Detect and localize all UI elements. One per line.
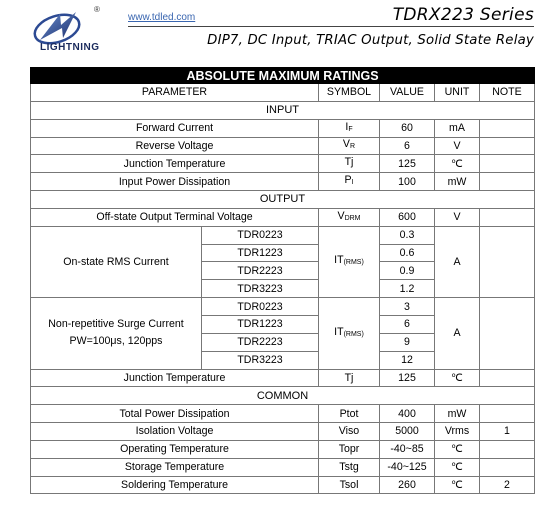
table-row	[31, 298, 535, 316]
table-row	[31, 476, 535, 494]
parameter-cell: Storage Temperature	[31, 458, 319, 476]
unit-cell: ℃	[435, 440, 480, 458]
website-link[interactable]: www.tdled.com	[128, 12, 196, 23]
value-cell: 1.2	[380, 280, 435, 298]
unit-cell: ℃	[435, 458, 480, 476]
value-cell: 0.3	[380, 226, 435, 244]
table-row	[31, 458, 535, 476]
table-row	[31, 369, 535, 387]
unit-cell: mW	[435, 173, 480, 191]
table-row	[31, 440, 535, 458]
table-row	[31, 173, 535, 191]
unit-cell: V	[435, 208, 480, 226]
value-cell: 60	[380, 119, 435, 137]
product-subtitle: DIP7, DC Input, TRIAC Output, Solid State Relay	[207, 33, 534, 48]
unit-cell: A	[435, 298, 480, 369]
symbol-cell: Tj	[319, 369, 380, 387]
section-row-input	[31, 101, 535, 119]
section-row-common	[31, 387, 535, 405]
note-cell	[480, 440, 535, 458]
table-row	[31, 405, 535, 423]
symbol-cell: Ptot	[319, 405, 380, 423]
value-cell: 260	[380, 476, 435, 494]
parameter-cell: Reverse Voltage	[31, 137, 319, 155]
value-cell: 5000	[380, 423, 435, 441]
note-cell	[480, 298, 535, 369]
column-header-unit: UNIT	[435, 84, 480, 102]
unit-cell: A	[435, 226, 480, 297]
unit-cell: ℃	[435, 476, 480, 494]
note-cell: 2	[480, 476, 535, 494]
parameter-cell: Total Power Dissipation	[31, 405, 319, 423]
value-cell: 600	[380, 208, 435, 226]
table-row	[31, 137, 535, 155]
registered-mark: ®	[94, 5, 100, 14]
note-cell	[480, 369, 535, 387]
value-cell: 125	[380, 369, 435, 387]
lightning-logo-icon	[30, 8, 100, 46]
parameter-cell: Isolation Voltage	[31, 423, 319, 441]
model-cell: TDR1223	[202, 315, 319, 333]
section-common: COMMON	[31, 387, 535, 405]
header-divider	[128, 26, 534, 27]
value-cell: 9	[380, 333, 435, 351]
unit-cell: mA	[435, 119, 480, 137]
model-cell: TDR3223	[202, 351, 319, 369]
absolute-maximum-ratings-table	[30, 67, 535, 494]
table-row	[31, 119, 535, 137]
note-cell	[480, 155, 535, 173]
symbol-cell: $IT_{(RMS)}$	[319, 298, 380, 369]
brand-name: LIGHTNING	[40, 42, 100, 53]
table-row	[31, 423, 535, 441]
parameter-cell: Junction Temperature	[31, 369, 319, 387]
unit-cell: ℃	[435, 369, 480, 387]
table-row	[31, 208, 535, 226]
model-cell: TDR0223	[202, 298, 319, 316]
symbol-cell: $I_F$	[319, 119, 380, 137]
note-cell	[480, 405, 535, 423]
value-cell: 0.9	[380, 262, 435, 280]
value-cell: 3	[380, 298, 435, 316]
table-row	[31, 226, 535, 244]
unit-cell: V	[435, 137, 480, 155]
note-cell	[480, 226, 535, 297]
section-row-output	[31, 191, 535, 209]
value-cell: 0.6	[380, 244, 435, 262]
symbol-cell: Topr	[319, 440, 380, 458]
table-title-row	[31, 68, 535, 84]
parameter-cell-rms-current: On-state RMS Current	[31, 226, 202, 297]
parameter-cell: Off-state Output Terminal Voltage	[31, 208, 319, 226]
section-output: OUTPUT	[31, 191, 535, 209]
section-input: INPUT	[31, 101, 535, 119]
model-cell: TDR1223	[202, 244, 319, 262]
parameter-cell: Soldering Temperature	[31, 476, 319, 494]
note-cell	[480, 173, 535, 191]
value-cell: -40~125	[380, 458, 435, 476]
model-cell: TDR2223	[202, 333, 319, 351]
value-cell: 400	[380, 405, 435, 423]
symbol-cell: Tsol	[319, 476, 380, 494]
parameter-cell-surge-current	[31, 298, 202, 369]
symbol-cell: $P_I$	[319, 173, 380, 191]
value-cell: 125	[380, 155, 435, 173]
symbol-cell: $V_{DRM}$	[319, 208, 380, 226]
model-cell: TDR3223	[202, 280, 319, 298]
parameter-cell: Forward Current	[31, 119, 319, 137]
brand-logo	[30, 5, 126, 58]
value-cell: -40~85	[380, 440, 435, 458]
symbol-cell: Tstg	[319, 458, 380, 476]
table-title: ABSOLUTE MAXIMUM RATINGS	[31, 68, 535, 84]
note-cell	[480, 208, 535, 226]
unit-cell: ℃	[435, 155, 480, 173]
value-cell: 12	[380, 351, 435, 369]
column-header-symbol: SYMBOL	[319, 84, 380, 102]
column-header-parameter: PARAMETER	[31, 84, 319, 102]
model-cell: TDR0223	[202, 226, 319, 244]
series-title: TDRX223 Series	[392, 5, 534, 25]
table-header-row	[31, 84, 535, 102]
symbol-cell: Viso	[319, 423, 380, 441]
parameter-cell: Operating Temperature	[31, 440, 319, 458]
value-cell: 6	[380, 137, 435, 155]
value-cell: 6	[380, 315, 435, 333]
table-row	[31, 155, 535, 173]
surge-current-label: Non-repetitive Surge Current	[48, 318, 184, 331]
column-header-note: NOTE	[480, 84, 535, 102]
surge-current-condition: PW=100μs, 120pps	[69, 335, 163, 348]
unit-cell: Vrms	[435, 423, 480, 441]
column-header-value: VALUE	[380, 84, 435, 102]
note-cell	[480, 137, 535, 155]
symbol-cell: $V_R$	[319, 137, 380, 155]
parameter-cell: Junction Temperature	[31, 155, 319, 173]
note-cell	[480, 458, 535, 476]
parameter-cell: Input Power Dissipation	[31, 173, 319, 191]
symbol-cell: $IT_{(RMS)}$	[319, 226, 380, 297]
note-cell	[480, 119, 535, 137]
value-cell: 100	[380, 173, 435, 191]
symbol-cell: Tj	[319, 155, 380, 173]
model-cell: TDR2223	[202, 262, 319, 280]
unit-cell: mW	[435, 405, 480, 423]
note-cell: 1	[480, 423, 535, 441]
